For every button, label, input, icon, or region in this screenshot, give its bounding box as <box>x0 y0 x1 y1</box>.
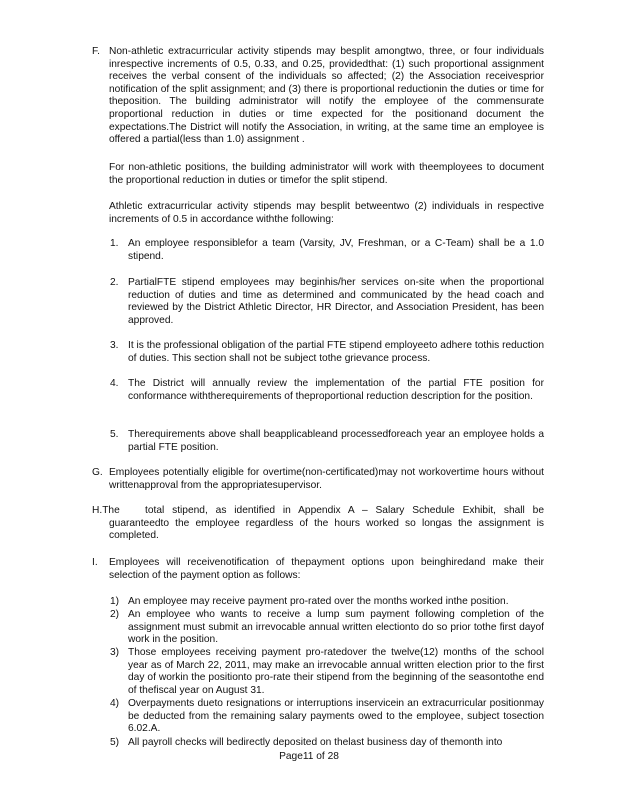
section-g <box>92 467 544 492</box>
item-number: 4. <box>110 378 119 389</box>
item-number: 3. <box>110 340 119 351</box>
section-g-text: Employees potentially eligible for overtime(non-certificated)may not workovertime hours without writtenapproval from the appropriatesupervisor. <box>109 467 544 491</box>
section-f <box>92 46 544 147</box>
section-f-paragraph-3-block <box>92 201 544 226</box>
item-number: 5. <box>110 429 119 440</box>
item-number: 2. <box>110 277 119 288</box>
section-i <box>92 557 544 582</box>
item-text: The District will annually review the implementation of the partial FTE position for conformance withtherequirements of theproportional reduction description for the position. <box>128 378 544 402</box>
section-g-label: G. <box>92 467 103 478</box>
section-f-label: F. <box>92 46 100 57</box>
section-f-item-2 <box>110 277 544 327</box>
item-number: 2) <box>110 609 120 620</box>
item-number: 4) <box>110 698 120 709</box>
item-text: Those employees receiving payment pro-ratedover the twelve(12) months of the school year as of March 22, 2011, may make an irrevocable annual written election prior to the first day of workin the positionto pro-rate their stipend from the beginning of the seasontothe end of thefiscal year on August 31. <box>128 647 544 696</box>
section-f-item-3 <box>110 340 544 365</box>
item-number: 3) <box>110 647 120 658</box>
section-f-item-1 <box>110 238 544 263</box>
section-i-item-2 <box>110 609 544 647</box>
section-h-text: total stipend, as identified in Appendix A – Salary Schedule Exhibit, shall be guaranteedto the employee regardless of the hours worked so longas the assignment is completed. <box>109 505 544 542</box>
page-number-footer: Page11 of 28 <box>279 751 339 762</box>
section-f-paragraph-2-block <box>92 162 544 187</box>
section-i-intro: Employees will receivenotification of thepayment options upon beinghiredand make their selection of the payment option as follows: <box>109 557 544 581</box>
item-text: Therequirements above shall beapplicableand processedforeach year an employee holds a partial FTE position. <box>128 429 544 453</box>
item-number: 1. <box>110 238 119 249</box>
item-number: 1) <box>110 596 120 607</box>
section-i-label: I. <box>92 557 98 568</box>
section-f-paragraph-2: For non-athletic positions, the building administrator will work with theemployees to document the proportional reduction in duties or timefor the split stipend. <box>109 162 544 186</box>
section-f-paragraph-1: Non-athletic extracurricular activity stipends may besplit amongtwo, three, or four individuals inrespective increments of 0.5, 0.33, and 0.25, providedthat: (1) such proportional assignment receives the verbal consent of the individuals so affected; (2) the Association receivesprior notification of the split assignment; and (3) there is proportional reductionin the duties or time for theposition. The building administrator will notify the employee of the commensurate proportional reduction in duties or time expected for the positionand document the expectations.The District will notify the Association, in writing, at the same time an employee is offered a partial(less than 1.0) assignment . <box>109 46 544 146</box>
section-i-item-1 <box>110 596 544 609</box>
section-f-item-4 <box>110 378 544 403</box>
item-text: An employee responsiblefor a team (Varsity, JV, Freshman, or a C-Team) shall be a 1.0 stipend. <box>128 238 544 262</box>
section-i-item-4 <box>110 698 544 736</box>
section-f-item-5 <box>110 429 544 454</box>
item-text: An employee may receive payment pro-rated over the months worked inthe position. <box>128 596 509 607</box>
item-text: An employee who wants to receive a lump sum payment following completion of the assignment must submit an irrevocable annual written electionto do so prior tothe first dayof work in the position. <box>128 609 544 646</box>
item-text: PartialFTE stipend employees may beginhis/her services on-site when the proportional reduction of duties and time as determined and communicated by the head coach and reviewed by the District Athletic Director, HR Director, and Association President, has been approved. <box>128 277 544 326</box>
section-h <box>92 505 544 543</box>
item-text: All payroll checks will bedirectly deposited on thelast business day of themonth into <box>128 737 503 748</box>
section-i-item-5 <box>110 737 544 750</box>
section-h-label: H.The <box>92 505 120 516</box>
item-number: 5) <box>110 737 120 748</box>
item-text: Overpayments dueto resignations or interruptions inservicein an extracurricular positionmay be deducted from the remaining salary payments owed to the employee, subject tosection 6.02.A. <box>128 698 544 735</box>
item-text: It is the professional obligation of the partial FTE stipend employeeto adhere tothis reduction of duties. This section shall not be subject tothe grievance process. <box>128 340 544 364</box>
section-f-paragraph-3: Athletic extracurricular activity stipends may besplit betweentwo (2) individuals in respective increments of 0.5 in accordance withthe following: <box>109 201 544 225</box>
section-i-item-3 <box>110 647 544 697</box>
